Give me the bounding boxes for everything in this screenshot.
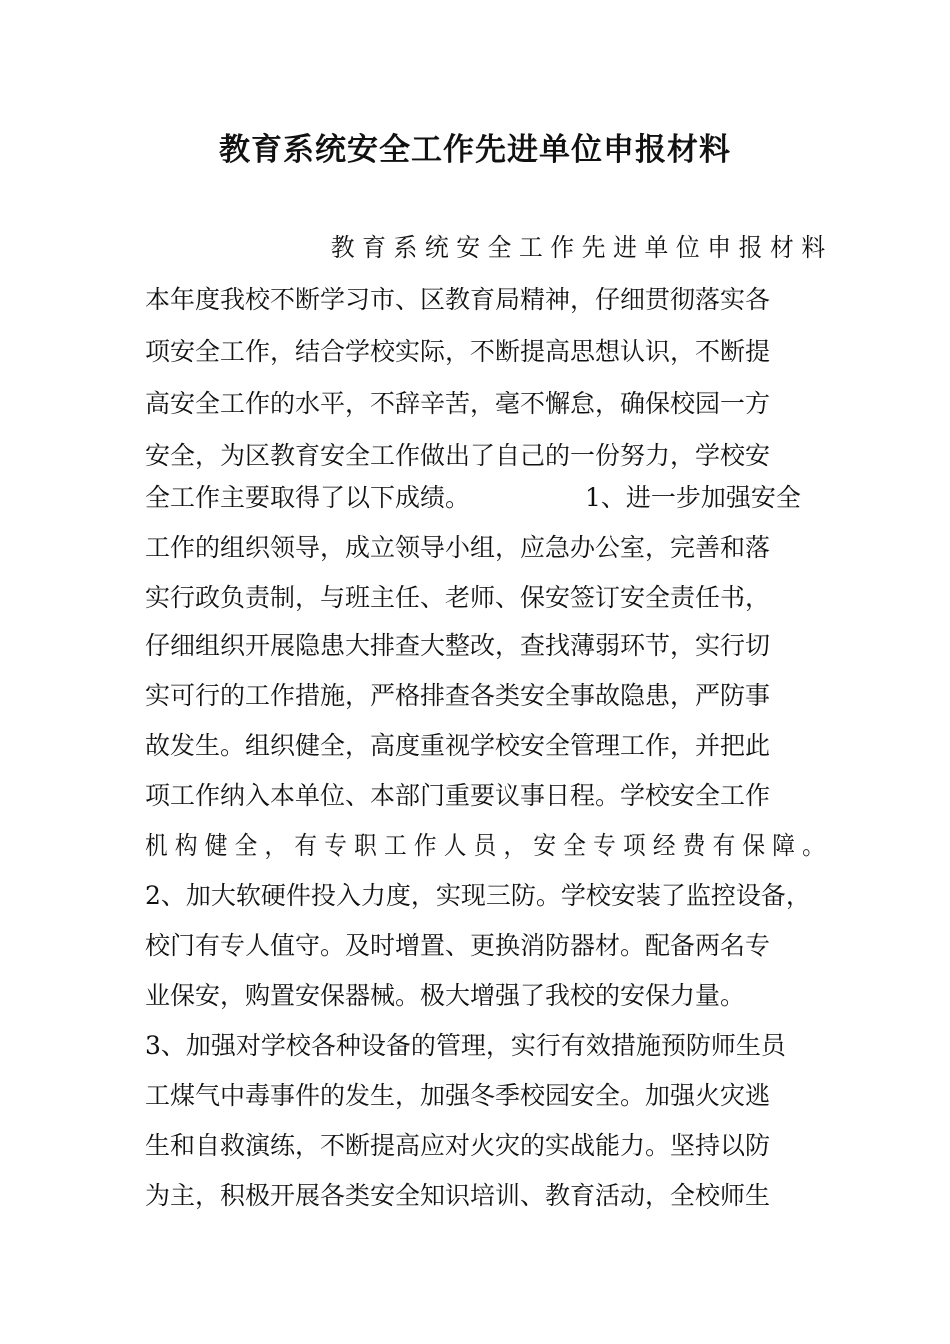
- body-line-6-text: 全工作主要取得了以下成绩。: [145, 483, 471, 512]
- body-line-13: 机 构 健 全 ， 有 专 职 工 作 人 员 ， 安 全 专 项 经 费 有 保 障 。: [145, 831, 825, 860]
- body-line-7: 工作的组织领导，成立领导小组，应急办公室，完善和落: [145, 533, 771, 562]
- body-line-8: 实行政负责制，与班主任、老师、保安签订安全责任书，: [145, 583, 771, 612]
- body-line-4: 高安全工作的水平，不辞辛苦，毫不懈怠，确保校园一方: [145, 389, 771, 418]
- body-line-20: 为主，积极开展各类安全知识培训、教育活动，全校师生: [145, 1181, 771, 1210]
- body-line-18: 工煤气中毒事件的发生，加强冬季校园安全。加强火灾逃: [145, 1081, 771, 1110]
- body-line-12: 项工作纳入本单位、本部门重要议事日程。学校安全工作: [145, 781, 771, 810]
- body-line-9: 仔细组织开展隐患大排查大整改，查找薄弱环节，实行切: [145, 631, 771, 660]
- body-line-6: [145, 472, 825, 524]
- section-1-heading-start: 1、进一步加强安全: [585, 483, 801, 512]
- repeated-title-line: 教 育 系 统 安 全 工 作 先 进 单 位 申 报 材 料: [330, 233, 826, 262]
- body-line-16: 业保安，购置安保器械。极大增强了我校的安保力量。: [145, 981, 746, 1010]
- body-line-5: 安全，为区教育安全工作做出了自己的一份努力，学校安: [145, 441, 771, 470]
- body-line-14: 2、加大软硬件投入力度，实现三防。学校安装了监控设备，: [145, 881, 811, 910]
- document-title: 教育系统安全工作先进单位申报材料: [219, 132, 731, 168]
- body-line-17: 3、加强对学校各种设备的管理，实行有效措施预防师生员: [145, 1031, 786, 1060]
- body-line-15: 校门有专人值守。及时增置、更换消防器材。配备两名专: [145, 931, 771, 960]
- body-line-3: 项安全工作，结合学校实际，不断提高思想认识，不断提: [145, 337, 771, 366]
- body-line-2: 本年度我校不断学习市、区教育局精神，仔细贯彻落实各: [145, 285, 771, 314]
- body-line-11: 故发生。组织健全，高度重视学校安全管理工作，并把此: [145, 731, 771, 760]
- body-line-1: [145, 222, 826, 274]
- body-line-10: 实可行的工作措施，严格排查各类安全事故隐患，严防事: [145, 681, 771, 710]
- body-line-19: 生和自救演练，不断提高应对火灾的实战能力。坚持以防: [145, 1131, 771, 1160]
